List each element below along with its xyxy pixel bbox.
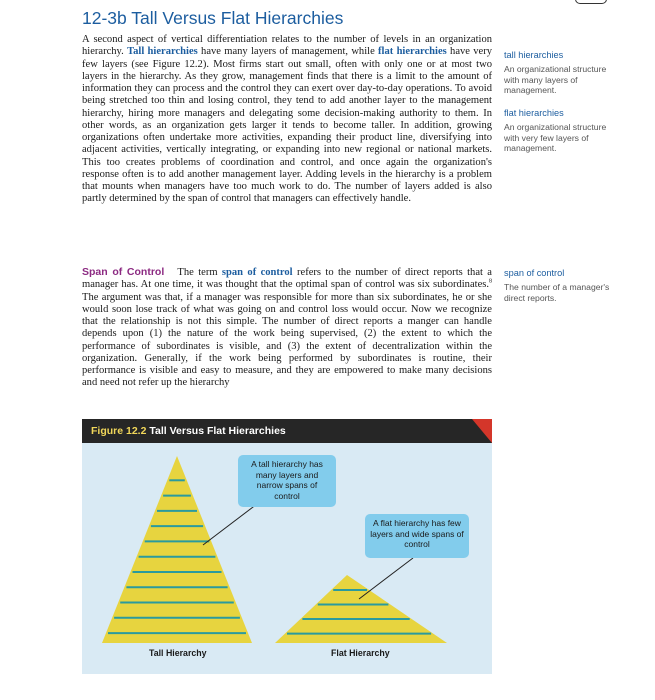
figure-title: Tall Versus Flat Hierarchies <box>149 425 286 437</box>
figure-number: Figure 12.2 <box>91 425 147 437</box>
run-in-heading: Span of Control <box>82 266 165 278</box>
page-tab-decoration <box>575 0 607 4</box>
glossary-term: flat hierarchies <box>504 108 564 118</box>
keyword-tall-hierarchies: Tall hierarchies <box>127 46 198 58</box>
keyword-span-of-control: span of control <box>221 267 293 278</box>
figure-illustration <box>82 443 492 674</box>
footnote-marker[interactable]: 8 <box>489 278 492 285</box>
figure-caption-bar <box>82 419 492 443</box>
paragraph-rest: have very few layers (see Figure 12.2). Most firms start out small, often with only one or at most two layers in the hierarchy. As they grow, management finds that there is a limit to the amount of information they can process and the control they can exert over day-to-day operations. To avoid being stretched too thin and losing control, they tend to add another layer to the management hierarchy, hiring more managers and delegating some decision-making authority to them. In other words, as an organization gets larger it tends to become taller. In addition, growing organizations often undertake more activities, expanding their product line, diversifying into adjacent activities, vertically integrating, or expanding into new regional or national markets. This too creates problems of coordination and control, and once again the organization's response often is to add another management layer. Adding levels in the hierarchy is a problem that mounts when managers have too much work to do. The number of layers added is also partly determined by the span of control that managers can effectively handle. <box>82 46 492 205</box>
figure-12-2 <box>82 419 492 674</box>
glossary-definition: An organizational structure with many layers of management. <box>504 64 607 95</box>
label-flat-hierarchy: Flat Hierarchy <box>331 648 390 658</box>
callout-pointer-flat <box>359 558 413 599</box>
tall-pyramid-body <box>102 456 252 643</box>
callout-flat-hierarchy: A flat hierarchy has few layers and wide spans of control <box>365 514 469 558</box>
paragraph-text-a: The term <box>177 267 222 278</box>
glossary-term: span of control <box>504 268 565 278</box>
paragraph-span-of-control <box>82 266 492 390</box>
glossary-entry-tall <box>504 50 622 96</box>
paragraph-text-c: The argument was that, if a manager was responsible for more than six subordinates, he or she would soon lose track of what was going on and control loss would occur. Now we recognize that the relationship is not this simple. The number of direct reports a manger can handle depends upon (1) the nature of the work being supervised, (2) the extent to which the performance of subordinates is visible, and (3) the extent of decentralization within the organization. Generally, if the work being performed by subordinates is routine, their performance is visible and easy to measure, and they are empowered to make many decisions and need not refer up the hierarchy <box>82 291 492 389</box>
callout-tall-hierarchy: A tall hierarchy has many layers and narrow spans of control <box>238 455 336 507</box>
keyword-flat-hierarchies: flat hierarchies <box>378 46 447 58</box>
flat-pyramid <box>275 575 447 643</box>
section-heading: 12-3b Tall Versus Flat Hierarchies <box>82 8 344 28</box>
callout-pointer-tall <box>203 504 257 545</box>
glossary-term: tall hierarchies <box>504 50 564 60</box>
figure-corner-accent <box>472 419 492 443</box>
glossary-definition: The number of a manager's direct reports. <box>504 282 610 303</box>
tall-pyramid <box>102 456 252 643</box>
paragraph-hierarchies <box>82 34 492 206</box>
glossary-entry-span <box>504 268 622 303</box>
glossary-definition: An organizational structure with very few layers of management. <box>504 122 607 153</box>
paragraph-intro: A second aspect of vertical differentiation relates to the number of levels in an organization hierarchy. <box>82 34 492 58</box>
paragraph-text-b: refers to the number of direct reports that a manager has. At one time, it was thought that the optimal span of control was six subordinates. <box>82 267 492 291</box>
glossary-entry-flat <box>504 108 622 154</box>
paragraph-mid: have many layers of management, while <box>197 46 379 58</box>
label-tall-hierarchy: Tall Hierarchy <box>149 648 207 658</box>
